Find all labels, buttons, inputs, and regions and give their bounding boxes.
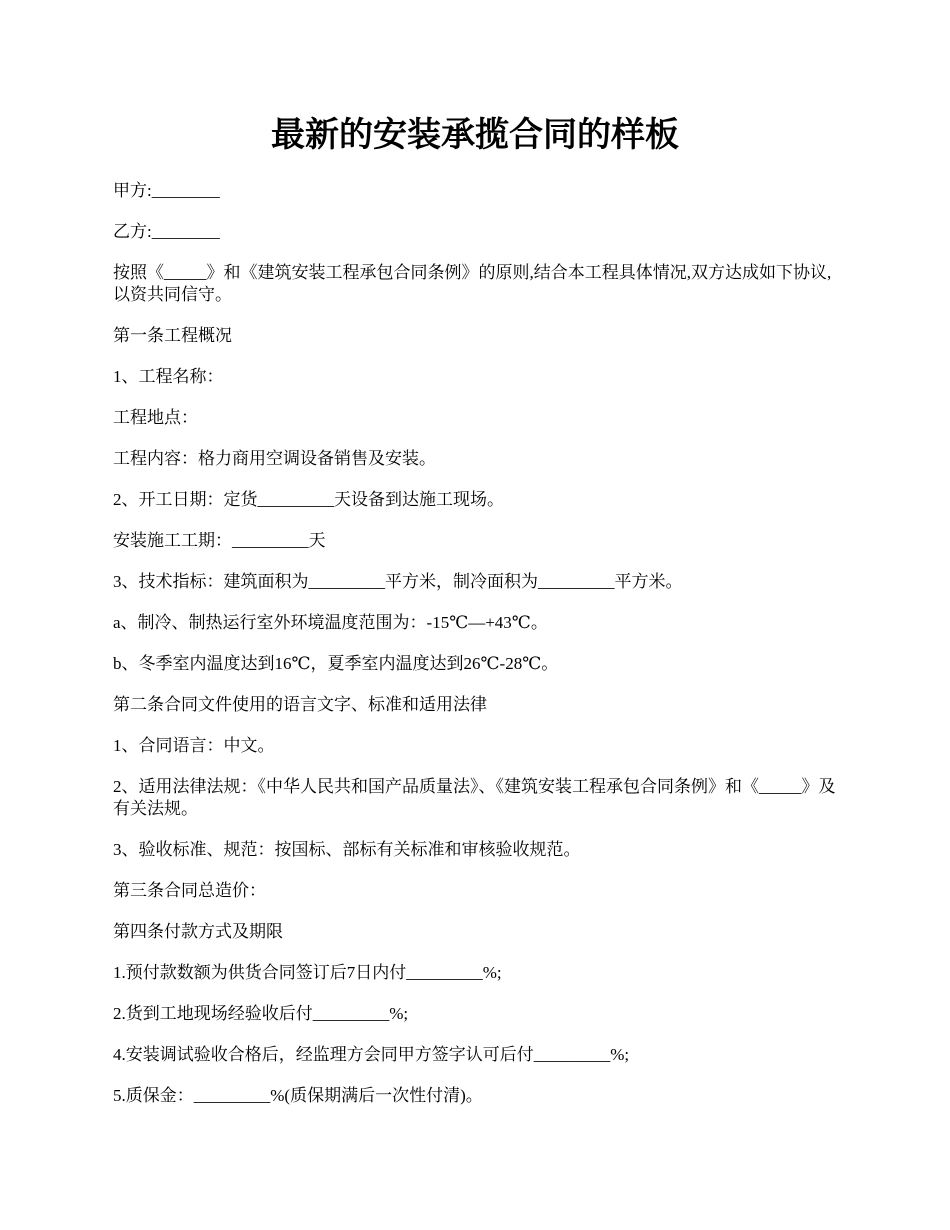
applicable-law-paragraph: 2、适用法律法规：《中华人民共和国产品质量法》、《建筑安装工程承包合同条例》和《_____》及有关法规。 — [113, 777, 836, 818]
technical-indicators-line: 3、技术指标：建筑面积为_________平方米，制冷面积为_________平方米。 — [113, 572, 683, 591]
article-1-heading: 第一条工程概况 — [113, 326, 232, 345]
payment-item-4: 4.安装调试验收合格后，经监理方会同甲方签字认可后付_________%; — [113, 1045, 630, 1064]
article-4-heading: 第四条付款方式及期限 — [113, 922, 283, 941]
project-content-line: 工程内容：格力商用空调设备销售及安装。 — [113, 449, 436, 468]
article-3-heading: 第三条合同总造价： — [113, 881, 266, 900]
party-a-line: 甲方:________ — [113, 181, 220, 200]
acceptance-standard-line: 3、验收标准、规范：按国标、部标有关标准和审核验收规范。 — [113, 840, 581, 859]
payment-item-5: 5.质保金：_________%(质保期满后一次性付清)。 — [113, 1086, 483, 1105]
payment-item-2: 2.货到工地现场经验收后付_________%; — [113, 1004, 409, 1023]
party-b-line: 乙方:________ — [113, 222, 220, 241]
indoor-temperature-line: b、冬季室内温度达到16℃，夏季室内温度达到26℃-28℃。 — [113, 654, 559, 673]
payment-item-1: 1.预付款数额为供货合同签订后7日内付_________%; — [113, 963, 502, 982]
construction-period-line: 安装施工工期：_________天 — [113, 531, 326, 550]
article-2-heading: 第二条合同文件使用的语言文字、标准和适用法律 — [113, 695, 487, 714]
start-date-line: 2、开工日期：定货_________天设备到达施工现场。 — [113, 490, 504, 509]
outdoor-temperature-line: a、制冷、制热运行室外环境温度范围为：-15℃—+43℃。 — [113, 613, 548, 632]
document-title: 最新的安装承揽合同的样板 — [271, 117, 679, 154]
document-body — [113, 180, 843, 1126]
project-name-line: 1、工程名称： — [113, 367, 224, 386]
contract-language-line: 1、合同语言：中文。 — [113, 736, 275, 755]
project-location-line: 工程地点： — [113, 408, 198, 427]
preamble-paragraph: 按照《_____》和《建筑安装工程承包合同条例》的原则,结合本工程具体情况,双方达成如下协议,以资共同信守。 — [113, 263, 832, 304]
